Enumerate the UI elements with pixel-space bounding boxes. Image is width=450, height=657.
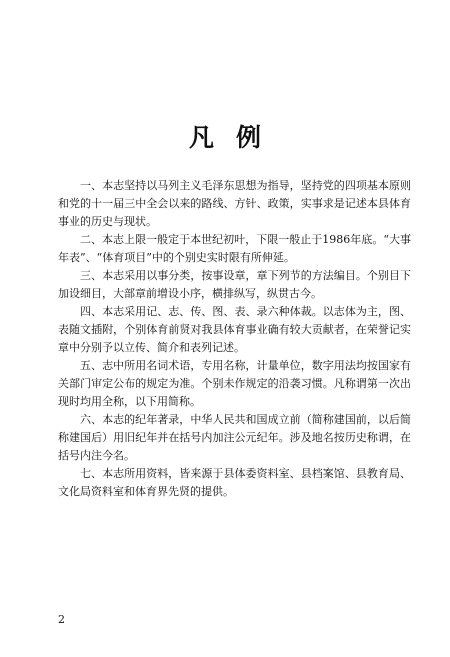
paragraph-6: 六、本志的纪年著录，中华人民共和国成立前（简称建国前，以后简称建国后）用旧纪年并在括号内加注公元纪年。涉及地名按历史称谓，在括号内注今名。 [58, 413, 411, 462]
paragraph-7: 七、本志所用资料，皆来源于县体委资料室、县档案馆、县教育局、文化局资料室和体育界先贤的提供。 [58, 467, 411, 498]
paragraph-3: 三、本志采用以事分类，按事设章，章下列节的方法编目。个别目下加设细目，大部章前增设小序，横排纵写，纵贯古今。 [58, 269, 411, 300]
page-title: 凡例 [188, 123, 283, 152]
paragraph-2: 二、本志上限一般定于本世纪初叶，下限一般止于1986年底。“大事年表”、“体育项目”中的个别史实时限有所伸延。 [58, 233, 411, 264]
paragraph-4: 四、本志采用记、志、传、图、表、录六种体裁。以志体为主，图、表随文插附，个别体育前贤对我县体育事业确有较大贡献者，在荣誉记实章中分别予以立传、简介和表列记述。 [58, 305, 411, 354]
paragraph-1: 一、本志坚持以马列主义毛泽东思想为指导，坚持党的四项基本原则和党的十一届三中全会以来的路线、方针、政策，实事求是记述本县体育事业的历史与现状。 [58, 179, 411, 228]
paragraph-5: 五、志中所用名词术语，专用名称，计量单位，数字用法均按国家有关部门审定公布的规定为准。个别未作规定的沿袭习惯。凡称谓第一次出现时均用全称，以下用简称。 [58, 359, 411, 408]
page-number: 2 [58, 613, 65, 626]
document-body [58, 177, 411, 501]
